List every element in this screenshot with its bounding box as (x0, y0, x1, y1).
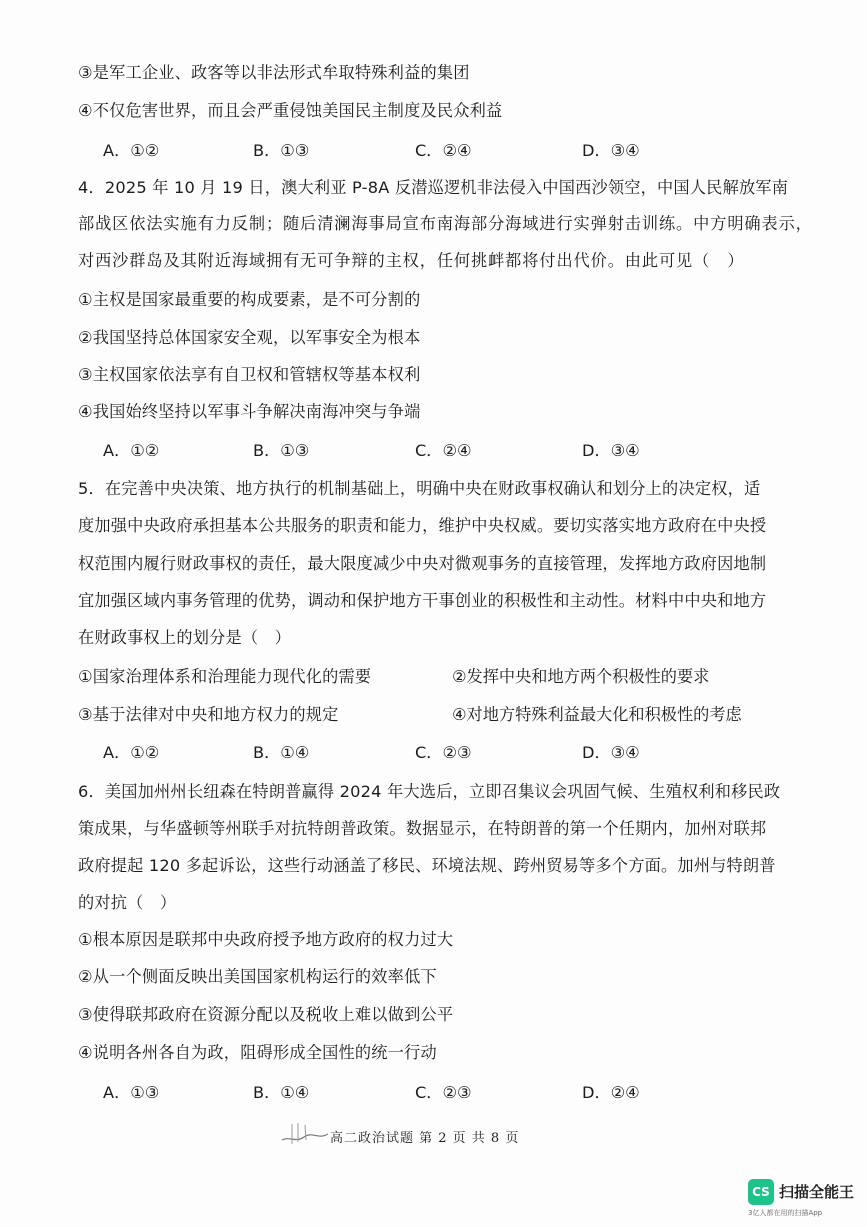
q6-option-2: ②从一个侧面反映出美国国家机构运行的效率低下 (78, 967, 437, 986)
scanner-watermark (748, 1179, 858, 1219)
q5-stem-line-4: 宜加强区域内事务管理的优势，调动和保护地方干事创业的积极性和主动性。材料中中央和地方 (78, 591, 767, 610)
q5-choice-b: B．①④ (253, 743, 310, 762)
scribble-mark (278, 1118, 338, 1148)
page-footer: 高二政治试题 第 2 页 共 8 页 (330, 1131, 520, 1146)
option-3-line: ③是军工企业、政客等以非法形式牟取特殊利益的集团 (78, 63, 470, 82)
q6-choice-d: D．②④ (582, 1083, 640, 1102)
q5-option-1: ①国家治理体系和治理能力现代化的需要 (78, 667, 372, 686)
q5-option-3: ③基于法律对中央和地方权力的规定 (78, 705, 339, 724)
q6-stem-line-2: 策成果，与华盛顿等州联手对抗特朗普政策。数据显示，在特朗普的第一个任期内，加州对联邦 (78, 819, 767, 838)
option-4-line: ④不仅危害世界，而且会严重侵蚀美国民主制度及民众利益 (78, 101, 503, 120)
watermark-title: 扫描全能王 (779, 1183, 855, 1201)
q6-option-4: ④说明各州各自为政，阻碍形成全国性的统一行动 (78, 1043, 437, 1062)
q3-choice-a: A．①② (103, 141, 160, 160)
watermark-subtitle: 3亿人都在用的扫描App (748, 1209, 823, 1217)
q5-option-4: ④对地方特殊利益最大化和积极性的考虑 (452, 705, 742, 724)
q5-stem-line-1: 5．在完善中央决策、地方执行的机制基础上，明确中央在财政事权确认和划分上的决定权，适 (78, 479, 761, 498)
q4-option-4: ④我国始终坚持以军事斗争解决南海冲突与争端 (78, 402, 421, 421)
q5-stem-line-3: 权范围内履行财政事权的责任，最大限度减少中央对微观事务的直接管理，发挥地方政府因地制 (78, 554, 767, 573)
q5-stem-line-5: 在财政事权上的划分是（ ） (78, 628, 292, 647)
q5-choice-c: C．②③ (415, 743, 472, 762)
q6-choice-c: C．②③ (415, 1083, 472, 1102)
q3-choice-b: B．①③ (253, 141, 310, 160)
q3-choice-d: D．③④ (582, 141, 640, 160)
q5-stem-line-2: 度加强中央政府承担基本公共服务的职责和能力，维护中央权威。要切实落实地方政府在中央授 (78, 516, 767, 535)
q4-choice-d: D．③④ (582, 441, 640, 460)
q4-choice-b: B．①③ (253, 441, 310, 460)
q4-stem-line-1: 4．2025 年 10 月 19 日，澳大利亚 P-8A 反潜巡逻机非法侵入中国西沙领空，中国人民解放军南 (78, 178, 789, 197)
q5-option-2: ②发挥中央和地方两个积极性的要求 (452, 667, 710, 686)
camscanner-logo-icon: CS (748, 1179, 774, 1205)
q4-choice-a: A．①② (103, 441, 160, 460)
q6-option-3: ③使得联邦政府在资源分配以及税收上难以做到公平 (78, 1005, 454, 1024)
q4-choice-c: C．②④ (415, 441, 472, 460)
q6-choice-a: A．①③ (103, 1083, 160, 1102)
q6-choice-b: B．①④ (253, 1083, 310, 1102)
q3-choice-c: C．②④ (415, 141, 472, 160)
q4-option-2: ②我国坚持总体国家安全观，以军事安全为根本 (78, 328, 421, 347)
q5-choice-d: D．③④ (582, 743, 640, 762)
q4-option-3: ③主权国家依法享有自卫权和管辖权等基本权利 (78, 365, 421, 384)
q6-stem-line-1: 6．美国加州州长纽森在特朗普赢得 2024 年大选后，立即召集议会巩固气候、生殖权利和移民政 (78, 782, 781, 801)
q5-choice-a: A．①② (103, 743, 160, 762)
q4-stem-line-3: 对西沙群岛及其附近海域拥有无可争辩的主权，任何挑衅都将付出代价。由此可见（ ） (78, 251, 745, 270)
q6-stem-line-3: 政府提起 120 多起诉讼，这些行动涵盖了移民、环境法规、跨州贸易等多个方面。加州与特朗普 (78, 856, 776, 875)
q6-option-1: ①根本原因是联邦中央政府授予地方政府的权力过大 (78, 930, 454, 949)
q4-option-1: ①主权是国家最重要的构成要素，是不可分割的 (78, 290, 421, 309)
q4-stem-line-2: 部战区依法实施有力反制；随后清澜海事局宣布南海部分海域进行实弹射击训练。中方明确表示， (78, 214, 813, 233)
q6-stem-line-4: 的对抗（ ） (78, 893, 177, 912)
